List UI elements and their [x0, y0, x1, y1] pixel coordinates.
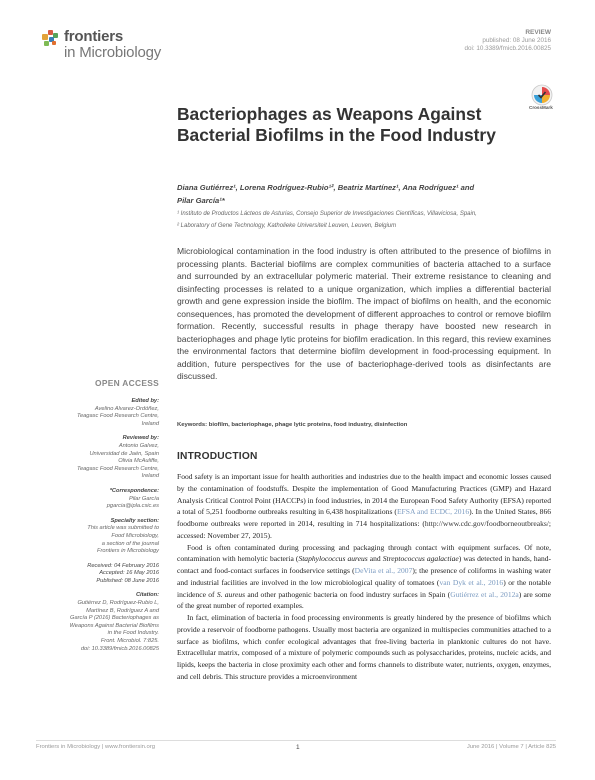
authors-line-1: Diana Gutiérrez¹, Lorena Rodríguez-Rubio¹², Beatriz Martínez¹, Ana Rodríguez¹ and	[177, 183, 475, 192]
citation-line: Martínez B, Rodríguez A and	[86, 607, 159, 614]
frontiers-logo-icon	[40, 28, 62, 50]
reviewer-line: Olivia McAuliffe,	[118, 458, 159, 465]
page-number: 1	[296, 744, 300, 751]
page-footer	[36, 744, 556, 754]
crossmark-badge[interactable]	[531, 84, 553, 114]
footer-journal-link[interactable]: Frontiers in Microbiology | www.frontiersin.org	[36, 744, 156, 750]
citation-line[interactable]: doi: 10.3389/fmicb.2016.00825	[80, 645, 159, 652]
text-run: Food is often contaminated during processing and packaging through contact with equipment surfaces. Of note, contamination with hemolytic bacteria (	[177, 542, 551, 564]
correspondence-email[interactable]: pgarcia@ipla.csic.es	[106, 503, 159, 510]
article-header-meta	[465, 29, 551, 53]
citation-link[interactable]: EFSA and ECDC, 2016	[396, 507, 470, 517]
journal-logo	[40, 26, 180, 66]
keywords-text: biofilm, bacteriophage, phage lytic proteins, food industry, disinfection	[208, 422, 408, 428]
citation-link[interactable]: Gutiérrez et al., 2012a	[450, 589, 519, 599]
citation-label: Citation:	[135, 592, 159, 599]
citation-line: Front. Microbiol. 7:825.	[100, 638, 159, 645]
citation-line: Gutiérrez D, Rodríguez-Rubio L,	[77, 600, 159, 607]
paragraph-3: In fact, elimination of bacteria in food processing environments is greatly hindered by the presence of biofilms which provide a reservoir of foodborne pathogens. Usually most bacteria are organized in multispecies communities attached to a surface as biofilms, which confer ecological advantages that free-living bacteria in planktonic cultures do not have. Extracellular matrix, composed of a mixture of polymeric compounds such as polysaccharides, proteins, nucleic acids, and lipids, keeps the bacteria in close proximity each other and forms channels to distribute water, nutrients, oxygen, enzymes, and cell debris. This structure provides a microenvironment	[177, 613, 551, 681]
specialty-line: This article was submitted to	[87, 525, 159, 532]
text-run: and other pathogenic bacteria on food industry surfaces in Spain (	[245, 589, 451, 599]
reviewed-by-label: Reviewed by:	[122, 435, 159, 442]
reviewer-line: Ireland	[141, 473, 159, 480]
published-date: published: 08 June 2016	[482, 37, 551, 44]
text-run: ) or the notable incidence of	[177, 577, 551, 599]
url-link[interactable]: http://www.cdc.gov/foodborneoutbreaks/	[424, 519, 549, 528]
text-run: and	[367, 554, 383, 564]
article-doi[interactable]: doi: 10.3389/fmicb.2016.00825	[464, 45, 551, 52]
reviewer-line: Antonio Galvez,	[118, 442, 159, 449]
abstract: Microbiological contamination in the food industry is often attributed to the presence of biofilms in processing plants. Bacterial biofilms are complex communities of bacteria attached to a surface and surrounded by an extracellular polymeric material. Their extreme resistance to cleaning and disinfecting processes is related to a unique organization, which implies a differential bacterial growth and gene expression inside the biofilm. The impact of biofilms on health, and the economic consequences, has promoted the development of different approaches to control or remove biofilm formation. Recently, successful results in phage therapy have boosted new research in bacteriophages and phage lytic proteins for biofilm eradication. In this regard, this review examines the environmental factors that determine biofilm development in food-processing equipment. In addition, future perspectives for the use of bacteriophage-derived tools as disinfectants are discussed.	[177, 246, 551, 382]
species-name: S. aureus	[216, 589, 246, 599]
footer-volume-info: June 2016 | Volume 7 | Article 825	[466, 744, 556, 750]
editor-line: Ireland	[141, 420, 159, 427]
citation-line: Weapons Against Bacterial Biofilms	[69, 622, 159, 629]
species-name: Staphylococcus aureus	[298, 554, 368, 564]
editor-line: Avelino Alvarez-Ordóñez,	[94, 405, 159, 412]
citation-link[interactable]: DeVita et al., 2007	[354, 566, 413, 575]
author-list	[177, 182, 517, 207]
open-access-label: OPEN ACCESS	[95, 378, 159, 388]
species-name: Streptococcus agalactiae	[382, 554, 459, 564]
specialty-line: a section of the journal	[101, 540, 159, 547]
text-run: ) was detected in hands, hand-contact and food-contact surfaces in foodservice settings (	[177, 554, 552, 575]
footer-divider	[36, 740, 556, 741]
correspondence-label: *Correspondence:	[109, 487, 159, 494]
editor-line: Teagasc Food Research Centre,	[77, 413, 159, 420]
crossmark-label: CrossMark	[529, 105, 553, 110]
article-sidebar	[9, 398, 159, 653]
citation-line: in the Food Industry.	[107, 630, 159, 637]
reviewer-line: Universidad de Jaén, Spain	[89, 450, 159, 457]
text-run: Food safety is an important issue for health authorities and industries due to the health impact and economic losses caused by the contamination of foodstuffs. Despite the implementation of Good Manufacturing Practices (GMP) and Hazard Analysis Critical Control Point (HACCPs) in food industries, in 2014 the European Food Safety Authority (EFSA) reported a total of 5,251 foodborne outbreaks resulting in 6,438 hospitalizations (	[177, 472, 551, 517]
text-run: ) are some of the great number of reported examples.	[177, 589, 551, 611]
keywords-label: Keywords:	[177, 422, 208, 428]
citation-line: García P (2016) Bacteriophages as	[70, 615, 159, 622]
received-date: Received: 04 February 2016	[87, 562, 159, 569]
edited-by-label: Edited by:	[131, 398, 159, 404]
reviewer-line: Teagasc Food Research Centre,	[77, 465, 159, 472]
article-type: REVIEW	[525, 29, 551, 36]
affiliation-1: ¹ Instituto de Productos Lácteos de Asturias, Consejo Superior de Investigaciones Científicas, Villaviciosa, Spain,	[177, 211, 477, 217]
journal-name-line2: in Microbiology	[64, 44, 162, 61]
text-run: ); the presence of coliforms in washing water and industrial facilities are involved in the low microbiological quality of tomatoes (	[177, 566, 551, 587]
published-date-sidebar: Published: 08 June 2016	[96, 577, 159, 584]
paragraph-2	[177, 542, 551, 613]
authors-line-2: Pilar García¹*	[177, 195, 225, 205]
text-run: ). In the United States, 866 foodborne outbreaks were reported in 2014, resulting in 714 hospitalizations: (	[177, 507, 551, 528]
accepted-date: Accepted: 16 May 2016	[99, 570, 159, 577]
body-text	[177, 471, 551, 683]
affiliation-2: ² Laboratory of Gene Technology, Katholieke Universiteit Leuven, Leuven, Belgium	[177, 223, 397, 229]
citation-link[interactable]: van Dyk et al., 2016	[439, 577, 504, 587]
correspondence-name: Pilar García	[128, 495, 159, 502]
specialty-line: Frontiers in Microbiology	[97, 548, 159, 555]
text-run: ; accessed: November 27, 2015).	[177, 519, 551, 540]
paragraph-1	[177, 471, 551, 542]
section-heading-introduction: INTRODUCTION	[177, 451, 258, 462]
specialty-line: Food Microbiology,	[111, 532, 159, 539]
crossmark-icon	[531, 84, 553, 106]
keywords	[177, 422, 551, 428]
specialty-section-label: Specialty section:	[110, 517, 159, 524]
article-title: Bacteriophages as Weapons Against Bacterial Biofilms in the Food Industry	[177, 104, 496, 145]
journal-name-line1: frontiers	[64, 28, 124, 45]
